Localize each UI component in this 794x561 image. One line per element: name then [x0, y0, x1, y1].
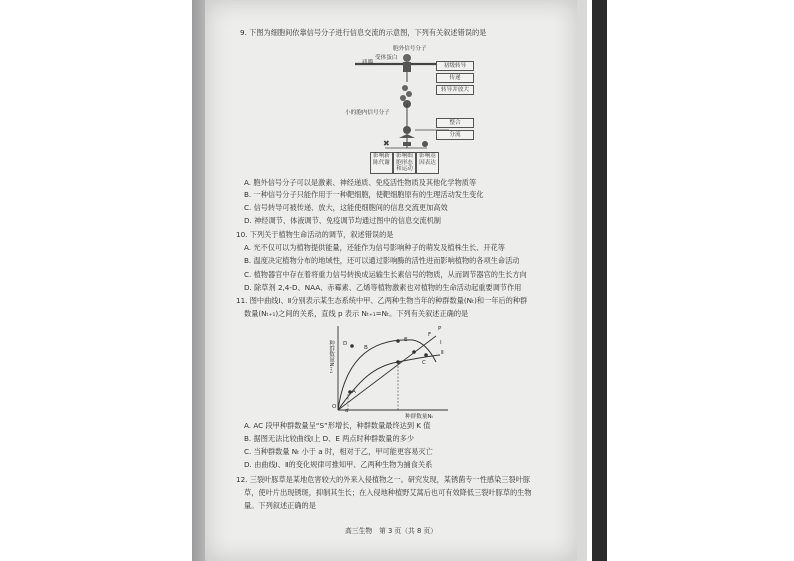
page-edge-right — [577, 0, 587, 561]
chart-point-b: B — [364, 345, 368, 351]
chart-origin: O — [332, 404, 337, 410]
q9-option-c: C. 信号转导可被传递、放大，这能使细胞间的信息交流更加高效 — [244, 203, 448, 212]
chart-curve-i: Ⅰ — [440, 340, 442, 346]
q10-option-a: A. 光不仅可以为植物提供能量，还能作为信号影响种子的萌发及植株生长、开花等 — [244, 243, 505, 252]
chart-curve-p: P — [438, 326, 442, 332]
svg-text:✖: ✖ — [383, 139, 390, 148]
box-morphology: 影响细胞形态和运动 — [393, 152, 416, 174]
q10-option-d: D. 除草剂 2,4-D、NAA、赤霉素、乙烯等植物激素也对植物的生命活动起重要调节作用 — [244, 283, 522, 292]
q12-line3: 量。下列叙述正确的是 — [244, 501, 316, 510]
q11-option-b: B. 据图无法比较曲线Ⅰ上 D、E 两点时种群数量的多少 — [244, 434, 415, 443]
q11-stem-line1: 11. 图中曲线Ⅰ、Ⅱ分别表示某生态系统中甲、乙两种生物当年的种群数量(Nₜ)和一年后的种群 — [236, 296, 528, 305]
chart-point-c: C — [422, 360, 426, 366]
chart-point-a: A — [352, 389, 356, 395]
label-intracellular-signal: 小的胞内信号分子 — [345, 110, 390, 116]
chart-point-e: E — [404, 337, 408, 343]
q11-stem-line2: 数量(Nₜ₊₁)之间的关系，直线 p 表示 Nₜ₊₁=Nₜ。下列有关叙述正确的是 — [244, 309, 469, 318]
box-relay: 传递 — [436, 73, 474, 83]
box-gene-expression: 影响基因表达 — [416, 152, 439, 174]
chart-ylabel: 种群数量Nₜ₊₁ — [328, 340, 334, 374]
page-footer: 高三生物 第 3 页（共 8 页） — [345, 527, 438, 535]
q11-option-d: D. 由曲线Ⅰ、Ⅱ的变化规律可推知甲、乙两种生物为捕食关系 — [244, 460, 433, 469]
chart-point-f: F — [428, 332, 432, 338]
label-receptor-protein: 受体蛋白 — [375, 55, 398, 61]
scan-shadow-right — [592, 0, 607, 561]
box-metabolism: 影响新陈代谢 — [370, 152, 393, 174]
label-extracellular-signal: 胞外信号分子 — [393, 46, 427, 52]
box-integrate: 整合 — [436, 118, 474, 128]
chart-curve-ii: Ⅱ — [441, 350, 444, 356]
chart-point-d: D — [343, 341, 348, 347]
box-divert: 分流 — [436, 130, 474, 140]
q11-chart-drawing — [318, 322, 458, 422]
q9-option-b: B. 一种信号分子只能作用于一种靶细胞，使靶细胞原有的生理活动发生变化 — [244, 190, 484, 199]
q12-line1: 12. 三裂叶豚草是某地危害较大的外来入侵植物之一。研究发现，某锈菌专一性感染三裂叶豚 — [236, 475, 531, 484]
box-transduce-amplify: 转导并放大 — [436, 85, 474, 95]
q11-option-a: A. AC 段甲种群数量呈“S”形增长，种群数量最终达到 K 值 — [244, 421, 431, 430]
box-primary-transduction: 初级转导 — [436, 61, 474, 71]
q9-stem: 9. 下图为细胞间依靠信号分子进行信息交流的示意图，下列有关叙述错误的是 — [240, 28, 487, 37]
q9-option-a: A. 胞外信号分子可以是激素、神经递质、免疫活性物质及其他化学物质等 — [244, 178, 477, 187]
chart-xlabel: 种群数量Nₜ — [405, 414, 434, 420]
q12-line2: 草，使叶片出现锈斑，抑制其生长；在入侵地种植野艾蒿后也可有效降低三裂叶豚草的生物 — [244, 488, 532, 497]
q9-option-d: D. 神经调节、体液调节、免疫调节均通过图中的信息交流机制 — [244, 216, 441, 225]
q10-option-c: C. 植物器官中存在着将重力信号转换成运输生长素信号的物质，从而调节器官的生长方向 — [244, 270, 527, 279]
label-cell-membrane: 质膜 — [362, 60, 374, 66]
q10-stem: 10. 下列关于植物生命活动的调节，叙述错误的是 — [236, 230, 394, 239]
q11-option-c: C. 当种群数量 Nₜ 小于 a 时，相对于乙，甲可能更容易灭亡 — [244, 447, 433, 456]
q10-option-b: B. 温度决定植物分布的地域性，还可以通过影响酶的活性进而影响植物的各项生命活动 — [244, 256, 520, 265]
chart-tick-a: a — [345, 408, 349, 414]
